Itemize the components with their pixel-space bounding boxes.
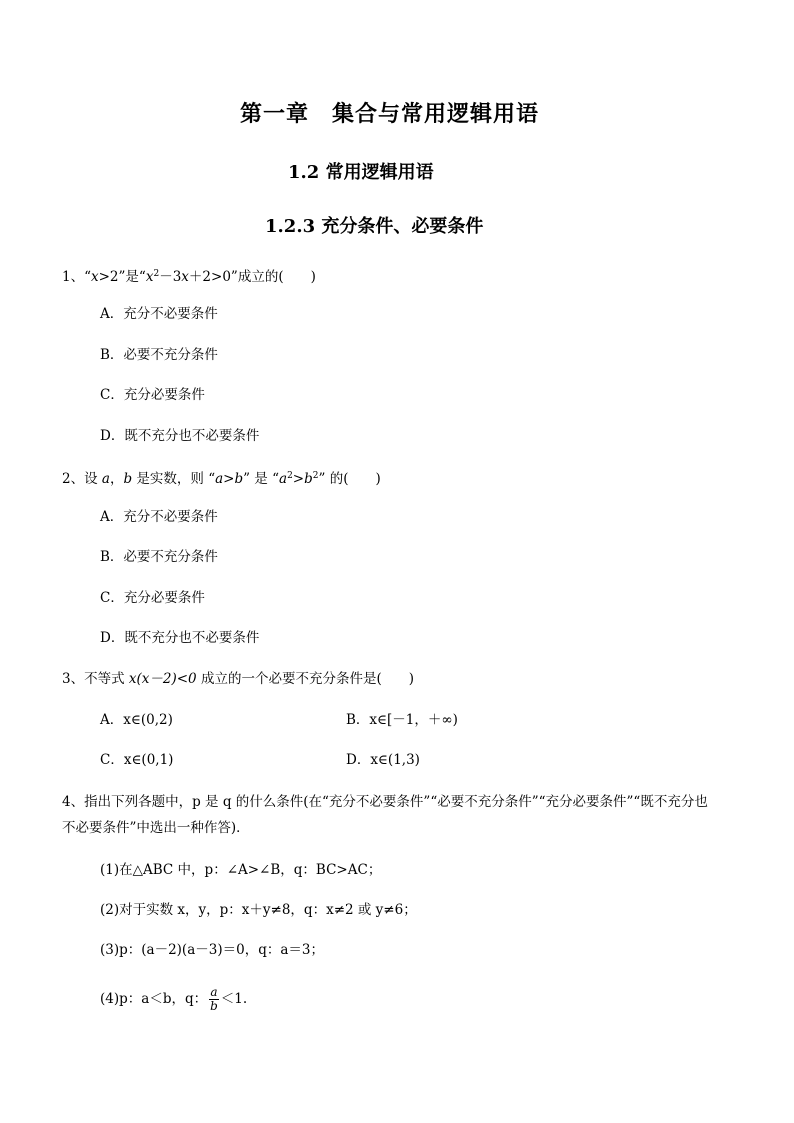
q2-var-a: a: [101, 471, 110, 487]
q3-text-b: 成立的一个必要不充分条件是( ): [196, 671, 414, 687]
fraction-numerator: a: [210, 985, 218, 999]
q2-option-c: C．充分必要条件: [100, 590, 205, 606]
q2-text-e: ” 的( ): [318, 471, 381, 487]
q4-item-4-text: (4)p：a＜b，q：: [100, 991, 208, 1007]
q1-option-b: B．必要不充分条件: [100, 347, 218, 363]
q2-option-a: A．充分不必要条件: [100, 509, 218, 525]
chapter-title: 第一章 集合与常用逻辑用语: [240, 101, 540, 127]
q4-item-3: (3)p：(a－2)(a－3)＝0，q：a＝3；: [100, 942, 324, 958]
q1-option-c: C．充分必要条件: [100, 387, 205, 403]
q1-text-d: ＋2>0”成立的( ): [188, 269, 316, 285]
q1-var-x2: x: [145, 269, 154, 285]
q2-text-b: ，: [109, 471, 124, 487]
q2-var-b: b: [123, 471, 133, 487]
q3-option-a: A．x∈(0,2): [100, 712, 173, 728]
q2-var-a2: a: [279, 471, 288, 487]
q3-option-d: D．x∈(1,3): [346, 752, 420, 768]
q2-sup2: 2: [312, 471, 319, 481]
q3-option-c: C．x∈(0,1): [100, 752, 174, 768]
q2-gt: >: [292, 471, 305, 487]
question-4-line-2: 不必要条件”中选出一种作答)．: [62, 820, 250, 836]
q1-var-x3: x: [181, 269, 189, 285]
q1-text-c: －3: [159, 269, 182, 285]
question-3-stem: [62, 669, 414, 689]
q2-text-a: 2、设: [62, 471, 102, 487]
q1-option-a: A．充分不必要条件: [100, 306, 218, 322]
q4-item-2: (2)对于实数 x，y，p：x＋y≠8，q：x≠2 或 y≠6；: [100, 902, 417, 918]
q3-text-a: 3、不等式: [62, 671, 129, 687]
question-2-stem: [62, 466, 381, 489]
q2-expr-ab: a>b: [215, 471, 244, 487]
q1-option-d: D．既不充分也不必要条件: [100, 428, 260, 444]
q3-expr: x(x－2)<0: [128, 671, 197, 687]
q2-text-c: 是实数，则 “: [132, 471, 216, 487]
section-title: 1.2 常用逻辑用语: [288, 162, 434, 183]
q2-option-d: D．既不充分也不必要条件: [100, 630, 260, 646]
q1-sup: 2: [153, 269, 160, 279]
subsection-title: 1.2.3 充分条件、必要条件: [265, 216, 484, 237]
q3-option-b: B．x∈[－1，＋∞): [346, 712, 458, 728]
q2-var-b2: b: [304, 471, 313, 487]
q1-text-b: >2”是“: [98, 269, 146, 285]
q4-item-4-fraction: [209, 986, 219, 1013]
question-1-stem: [62, 264, 316, 287]
q4-item-4: [100, 986, 247, 1013]
fraction-denominator: b: [210, 999, 218, 1013]
q2-option-b: B．必要不充分条件: [100, 549, 218, 565]
q1-text-a: 1、“: [62, 269, 91, 285]
q4-item-1: (1)在△ABC 中，p：∠A>∠B，q：BC>AC；: [100, 862, 382, 878]
q4-item-4-tail: ＜1.: [220, 991, 248, 1007]
q2-text-d: ” 是 “: [243, 471, 279, 487]
question-4-line-1: 4、指出下列各题中，p 是 q 的什么条件(在“充分不必要条件”“必要不充分条件”“充分必要条件”“既不充分也: [62, 794, 708, 810]
q1-var-x: x: [91, 269, 99, 285]
q2-sup1: 2: [287, 471, 293, 481]
